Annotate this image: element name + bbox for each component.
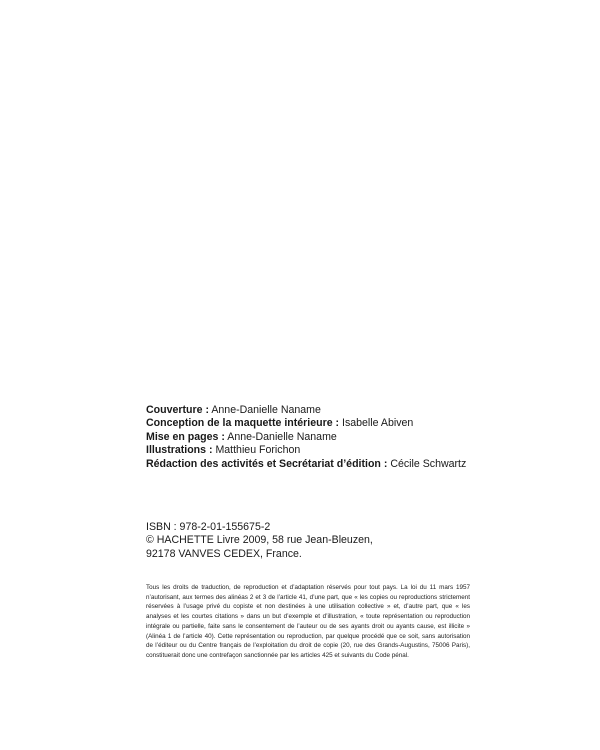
credit-illustrations xyxy=(146,444,586,457)
credits-block xyxy=(146,404,586,471)
credit-value: Anne-Danielle Naname xyxy=(208,404,321,416)
copyright-line: © HACHETTE Livre 2009, 58 rue Jean-Bleuzen, xyxy=(146,534,373,547)
credit-page-layout xyxy=(146,431,586,444)
credit-label: Rédaction des activités et Secrétariat d’édition : xyxy=(146,457,388,470)
legal-notice: Tous les droits de traduction, de reproduction et d’adaptation réservés pour tout pays. La loi du 11 mars 1957 n’autorisant, aux termes des alinéas 2 et 3 de l’article 41, d’une part, que « les copies ou reproductions strictement réservées à l’usage privé du copiste et non destinées à une utilisation collective » et, d’autre part, que « les analyses et les courtes citations » dans un but d’exemple et d’illustration, « toute représentation ou reproduction intégrale ou partielle, faite sans le consentement de l’auteur ou de ses ayants droit ou ayants cause, est illicite » (Alinéa 1 de l’article 40). Cette représentation ou reproduction, par quelque procédé que ce soit, sans autorisation de l’éditeur ou du Centre français de l’exploitation du droit de copie (20, rue des Grands-Augustins, 75006 Paris), constituerait donc une contrefaçon sanctionnée par les articles 425 et suivants du Code pénal. xyxy=(146,584,470,659)
credit-label: Mise en pages : xyxy=(146,430,225,443)
credit-layout-design xyxy=(146,417,586,430)
credit-editorial xyxy=(146,458,586,471)
publisher-address: 92178 VANVES CEDEX, France. xyxy=(146,547,302,560)
credit-label: Illustrations : xyxy=(146,444,213,457)
credit-label: Couverture : xyxy=(146,404,209,416)
imprint-block xyxy=(146,521,586,561)
credit-cover xyxy=(146,404,586,417)
credit-value: Cécile Schwartz xyxy=(387,457,467,470)
isbn: ISBN : 978-2-01-155675-2 xyxy=(146,521,271,533)
credit-value: Isabelle Abiven xyxy=(339,417,414,430)
credit-value: Anne-Danielle Naname xyxy=(224,430,337,443)
credit-label: Conception de la maquette intérieure : xyxy=(146,417,340,430)
credit-value: Matthieu Forichon xyxy=(212,444,301,457)
